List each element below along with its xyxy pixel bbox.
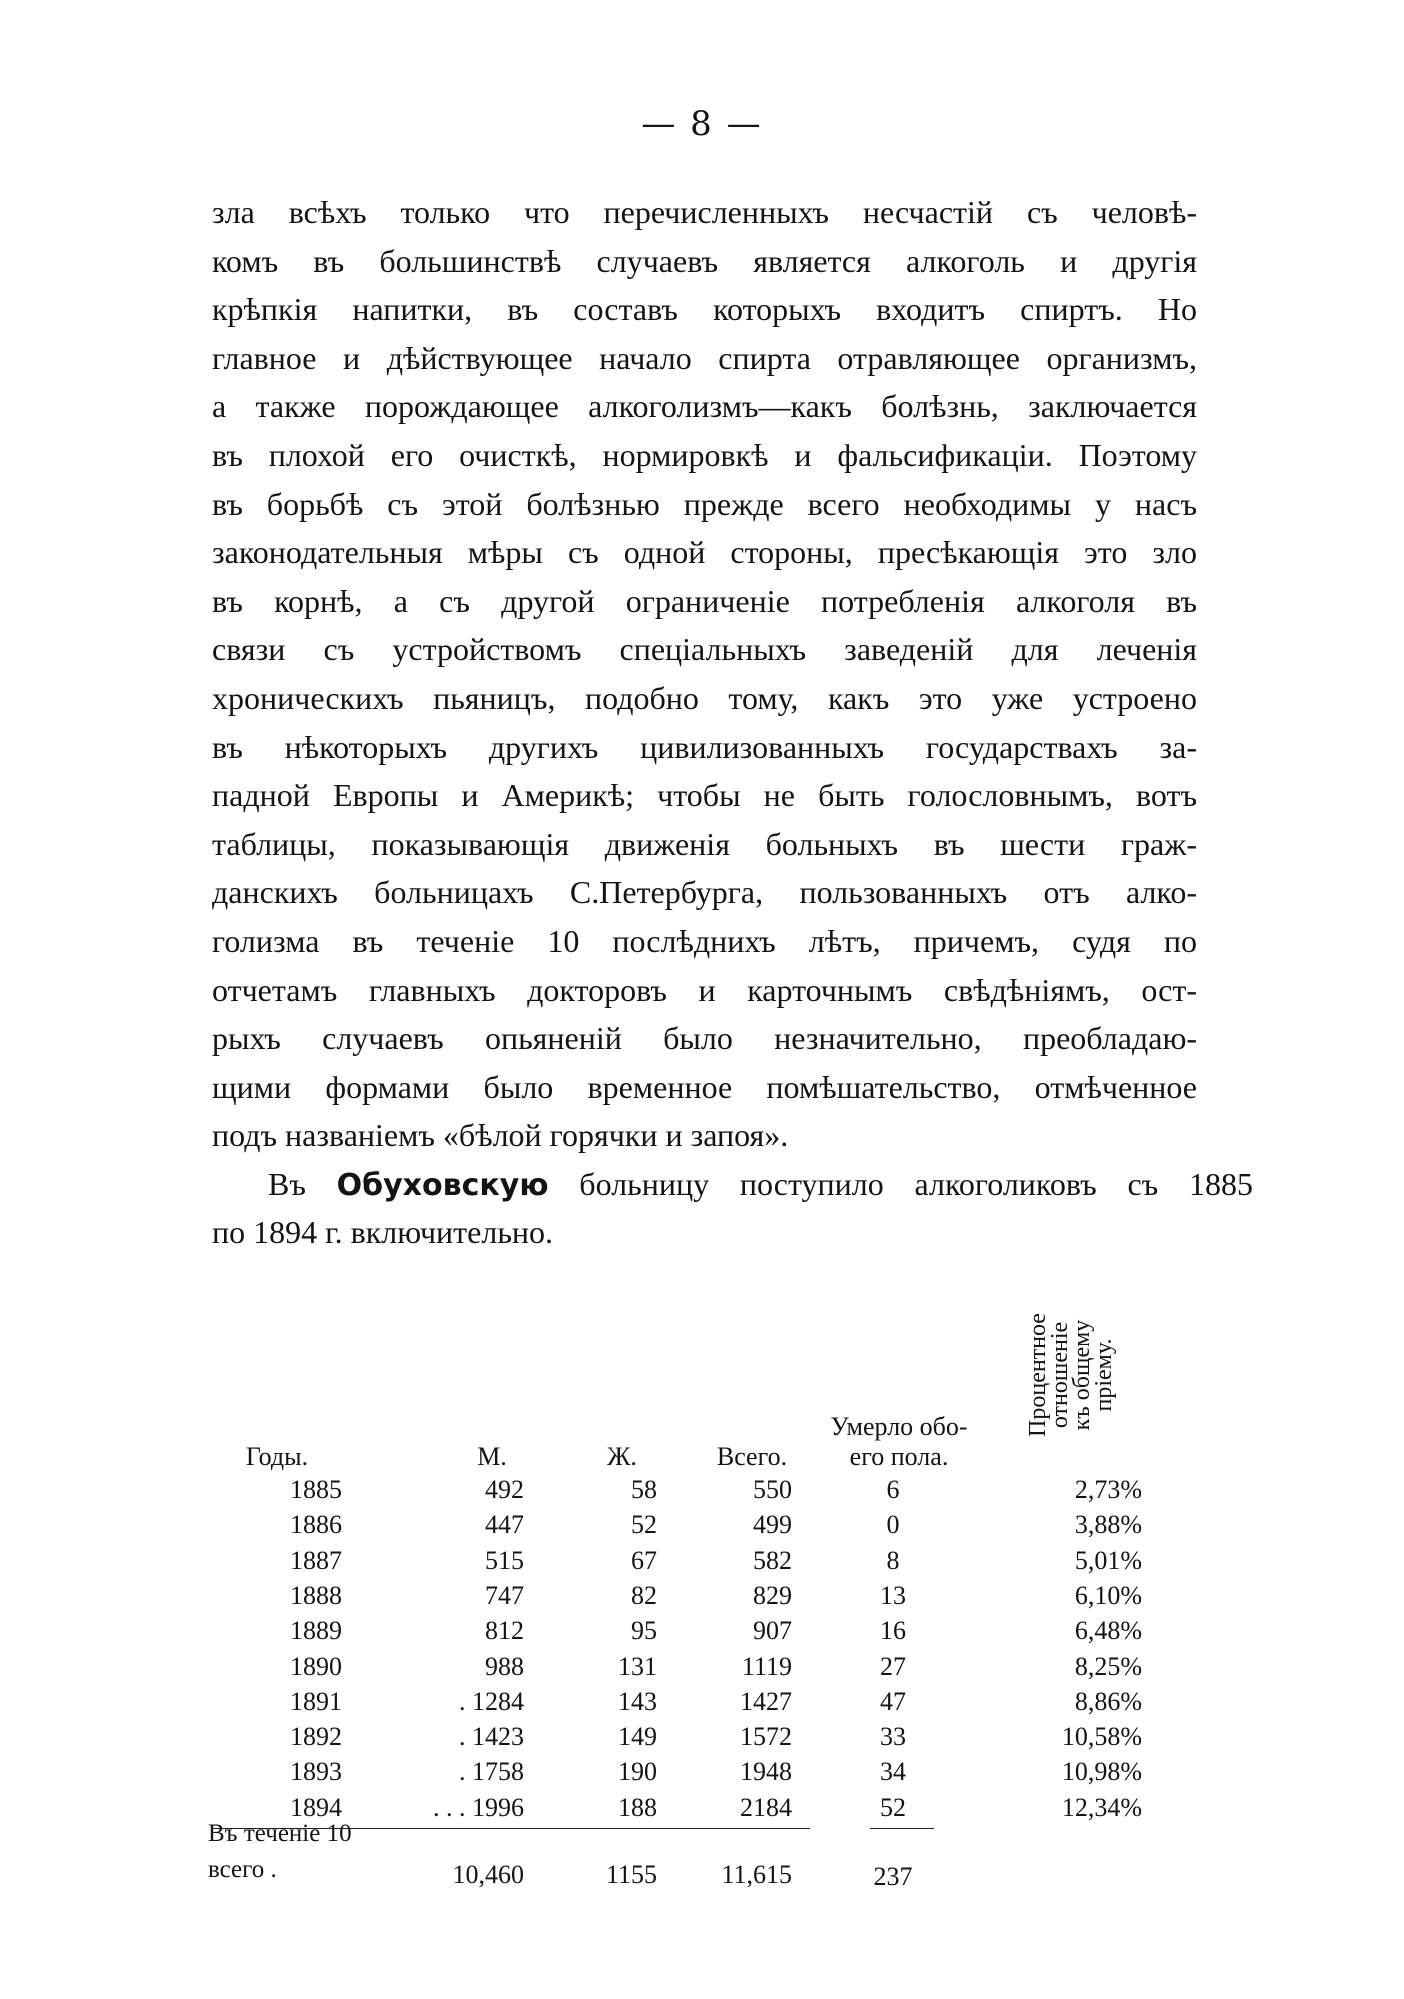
footer-total: 11,615 bbox=[721, 1860, 792, 1889]
cell-year: 1889 bbox=[290, 1616, 342, 1646]
cell-year: 1886 bbox=[290, 1510, 342, 1540]
cell-year: 1892 bbox=[290, 1722, 342, 1752]
paragraph1-line: въ корнѣ, а съ другой ограниченіе потребленія алкоголя въ bbox=[212, 582, 1197, 619]
paragraph1-line: а также порождающее алкоголизмъ—какъ болѣзнь, заключается bbox=[212, 388, 1197, 425]
table-row bbox=[212, 1722, 1172, 1757]
cell-percent: 8,25% bbox=[1074, 1651, 1142, 1681]
footer-label-line1: Въ теченіе 10 bbox=[208, 1820, 352, 1847]
header-female: Ж. bbox=[607, 1442, 637, 1471]
header-percent-line2: отношеніе bbox=[1047, 1321, 1073, 1429]
cell-year: 1894 bbox=[290, 1792, 342, 1822]
cell-percent: 2,73% bbox=[1074, 1475, 1142, 1504]
cell-female: 95 bbox=[631, 1616, 657, 1646]
paragraph1-line: связи съ устройствомъ спеціальныхъ заведеній для леченія bbox=[212, 631, 1197, 668]
cell-died: 8 bbox=[886, 1545, 900, 1575]
page-number: — 8 — bbox=[641, 104, 763, 144]
cell-total: 499 bbox=[753, 1510, 792, 1540]
header-year: Годы. bbox=[245, 1442, 309, 1471]
table-row bbox=[212, 1793, 1172, 1828]
table-row bbox=[212, 1652, 1172, 1687]
cell-female: 58 bbox=[631, 1475, 657, 1504]
total-rule-middle bbox=[370, 1828, 810, 1829]
table-row bbox=[212, 1616, 1172, 1651]
cell-female: 188 bbox=[618, 1792, 657, 1822]
paragraph2-line2: по 1894 г. включительно. bbox=[212, 1214, 554, 1250]
header-percent bbox=[1025, 1300, 1117, 1460]
cell-total: 2184 bbox=[740, 1792, 792, 1822]
table-row bbox=[212, 1687, 1172, 1722]
cell-died: 6 bbox=[886, 1475, 900, 1504]
paragraph1-line: щими формами было временное помѣшательство, отмѣченное bbox=[212, 1068, 1197, 1105]
footer-died: 237 bbox=[873, 1862, 913, 1891]
cell-total: 550 bbox=[753, 1475, 792, 1504]
cell-male: 812 bbox=[485, 1616, 524, 1646]
header-died-line2: его пола. bbox=[849, 1442, 949, 1471]
footer-male: 10,460 bbox=[452, 1860, 524, 1889]
cell-total: 1948 bbox=[740, 1757, 792, 1787]
paragraph1-line: рыхъ случаевъ опьяненій было незначительно, преобладаю- bbox=[212, 1020, 1197, 1057]
paragraph1-line: комъ въ большинствѣ случаевъ является алкоголь и другія bbox=[212, 242, 1197, 279]
cell-percent: 6,10% bbox=[1074, 1580, 1142, 1610]
cell-female: 52 bbox=[631, 1510, 657, 1540]
cell-female: 67 bbox=[631, 1545, 657, 1575]
cell-total: 1119 bbox=[741, 1651, 792, 1681]
cell-died: 16 bbox=[880, 1616, 906, 1646]
cell-female: 149 bbox=[618, 1722, 657, 1752]
cell-total: 1572 bbox=[740, 1722, 792, 1752]
cell-died: 34 bbox=[880, 1757, 906, 1787]
cell-died: 27 bbox=[880, 1651, 906, 1681]
paragraph1-line: таблицы, показывающія движенія больныхъ въ шести граж- bbox=[212, 825, 1197, 862]
paragraph1-line: въ борьбѣ съ этой болѣзнью прежде всего необходимы у насъ bbox=[212, 485, 1197, 522]
cell-female: 131 bbox=[618, 1651, 657, 1681]
paragraph1-line: падной Европы и Америкѣ; чтобы не быть голословнымъ, вотъ bbox=[212, 777, 1197, 814]
cell-male: . 1423 bbox=[459, 1722, 524, 1752]
cell-died: 52 bbox=[880, 1792, 906, 1822]
table-row bbox=[212, 1546, 1172, 1581]
cell-male: . 1758 bbox=[459, 1757, 524, 1787]
cell-percent: 5,01% bbox=[1074, 1545, 1142, 1575]
table-row bbox=[212, 1475, 1172, 1510]
cell-female: 143 bbox=[618, 1686, 657, 1716]
cell-male: 988 bbox=[485, 1651, 524, 1681]
paragraph1-line: отчетамъ главныхъ докторовъ и карточнымъ свѣдѣніямъ, ост- bbox=[212, 971, 1197, 1008]
paragraph2-after: больницу поступило алкоголиковъ съ 1885 bbox=[579, 1166, 1254, 1202]
cell-died: 13 bbox=[880, 1580, 906, 1610]
header-died bbox=[824, 1412, 974, 1472]
cell-female: 190 bbox=[618, 1757, 657, 1787]
cell-male: . . . 1996 bbox=[433, 1792, 524, 1822]
paragraph1-line: подъ названіемъ «бѣлой горячки и запоя». bbox=[212, 1117, 789, 1154]
footer-label-line2: всего . bbox=[208, 1856, 277, 1883]
cell-total: 1427 bbox=[740, 1686, 792, 1716]
header-died-line1: Умерло обо- bbox=[830, 1412, 968, 1441]
cell-year: 1887 bbox=[290, 1545, 342, 1575]
cell-year: 1888 bbox=[290, 1580, 342, 1610]
admissions-table bbox=[208, 1300, 1172, 1920]
cell-year: 1890 bbox=[290, 1651, 342, 1681]
paragraph2-line1 bbox=[212, 1160, 1253, 1209]
cell-total: 582 bbox=[753, 1545, 792, 1575]
header-percent-line1: Процентное bbox=[1025, 1313, 1051, 1437]
cell-year: 1891 bbox=[290, 1686, 342, 1716]
cell-percent: 10,58% bbox=[1061, 1722, 1142, 1752]
header-percent-line4: пріему. bbox=[1091, 1338, 1117, 1412]
header-percent-line3: къ общему bbox=[1069, 1319, 1095, 1431]
paragraph1-line: данскихъ больницахъ С.Петербурга, пользованныхъ отъ алко- bbox=[212, 874, 1197, 911]
cell-percent: 8,86% bbox=[1074, 1686, 1142, 1716]
paragraph1-line: въ нѣкоторыхъ другихъ цивилизованныхъ государствахъ за- bbox=[212, 728, 1197, 765]
header-total: Всего. bbox=[716, 1442, 788, 1471]
paragraph1-line: крѣпкія напитки, въ составъ которыхъ входитъ спиртъ. Но bbox=[212, 291, 1197, 328]
cell-total: 829 bbox=[753, 1580, 792, 1610]
cell-male: 747 bbox=[485, 1580, 524, 1610]
cell-male: 492 bbox=[485, 1475, 524, 1504]
cell-female: 82 bbox=[631, 1580, 657, 1610]
cell-percent: 3,88% bbox=[1074, 1510, 1142, 1540]
cell-male: 515 bbox=[485, 1545, 524, 1575]
cell-percent: 6,48% bbox=[1074, 1616, 1142, 1646]
paragraph2-before: Въ bbox=[268, 1166, 306, 1202]
cell-died: 47 bbox=[880, 1686, 906, 1716]
cell-male: . 1284 bbox=[459, 1686, 524, 1716]
table-row bbox=[212, 1510, 1172, 1545]
cell-died: 0 bbox=[886, 1510, 900, 1540]
header-male: М. bbox=[477, 1442, 507, 1471]
cell-year: 1893 bbox=[290, 1757, 342, 1787]
cell-total: 907 bbox=[753, 1616, 792, 1646]
cell-percent: 12,34% bbox=[1061, 1792, 1142, 1822]
paragraph1-line: голизма въ теченіе 10 послѣднихъ лѣтъ, причемъ, судя по bbox=[212, 923, 1197, 959]
cell-died: 33 bbox=[880, 1722, 906, 1752]
hospital-name: Обуховскую bbox=[336, 1168, 549, 1203]
total-rule-right bbox=[870, 1828, 934, 1829]
paragraph1-line: законодательныя мѣры съ одной стороны, пресѣкающія это зло bbox=[212, 534, 1197, 571]
paragraph1-line: зла всѣхъ только что перечисленныхъ несчастій съ человѣ- bbox=[212, 194, 1197, 230]
cell-year: 1885 bbox=[290, 1475, 342, 1504]
paragraph1-line: главное и дѣйствующее начало спирта отравляющее организмъ, bbox=[212, 339, 1197, 376]
footer-female: 1155 bbox=[605, 1860, 657, 1889]
cell-percent: 10,98% bbox=[1061, 1757, 1142, 1787]
table-row bbox=[212, 1757, 1172, 1792]
table-row bbox=[212, 1581, 1172, 1616]
paragraph1-line: хроническихъ пьяницъ, подобно тому, какъ это уже устроено bbox=[212, 680, 1197, 716]
cell-male: 447 bbox=[485, 1510, 524, 1540]
paragraph1-line: въ плохой его очисткѣ, нормировкѣ и фальсификаціи. Поэтому bbox=[212, 437, 1197, 473]
